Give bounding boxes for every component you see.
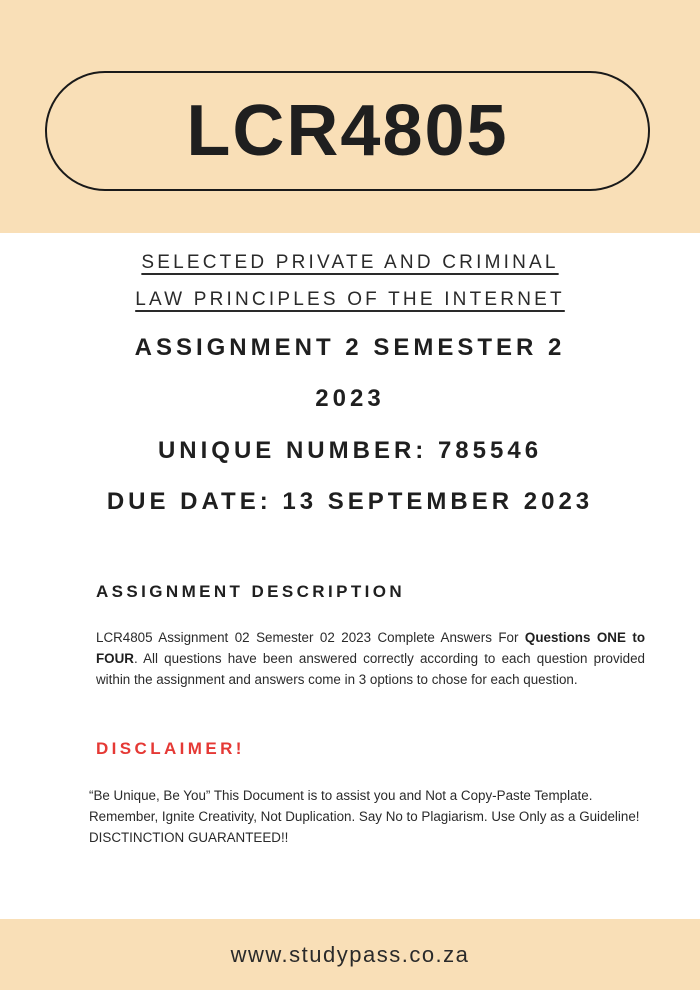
disclaimer-text: “Be Unique, Be You” This Document is to assist you and Not a Copy-Paste Template. Remember, Ignite Creativity, Not Duplication. Say No to Plagiarism. Use Only as a Guideline! DISCTINCTION GUARANTEED!!: [89, 788, 640, 845]
disclaimer-heading: DISCLAIMER!: [96, 739, 245, 758]
course-title-line-2: LAW PRINCIPLES OF THE INTERNET: [135, 289, 565, 310]
description-text: LCR4805 Assignment 02 Semester 02 2023 Complete Answers For Questions ONE to FOUR. All questions have been answered correctly according to each question provided within the assignment and answers come in 3 options to chose for each question.: [96, 630, 645, 687]
course-title-line-1: SELECTED PRIVATE AND CRIMINAL: [141, 252, 559, 273]
description-heading: ASSIGNMENT DESCRIPTION: [96, 582, 406, 601]
header-band: [0, 0, 700, 233]
due-date: DUE DATE: 13 SEPTEMBER 2023: [106, 488, 594, 515]
course-code-badge: [45, 71, 650, 191]
assignment-year: 2023: [315, 385, 385, 412]
course-code: LCR4805: [186, 91, 509, 171]
description-bold-text: Questions ONE to FOUR: [96, 630, 645, 666]
website-link[interactable]: www.studypass.co.za: [230, 941, 470, 967]
footer-band: [0, 919, 700, 990]
assignment-name: ASSIGNMENT 2 SEMESTER 2: [134, 334, 566, 361]
unique-number: UNIQUE NUMBER: 785546: [157, 437, 543, 464]
